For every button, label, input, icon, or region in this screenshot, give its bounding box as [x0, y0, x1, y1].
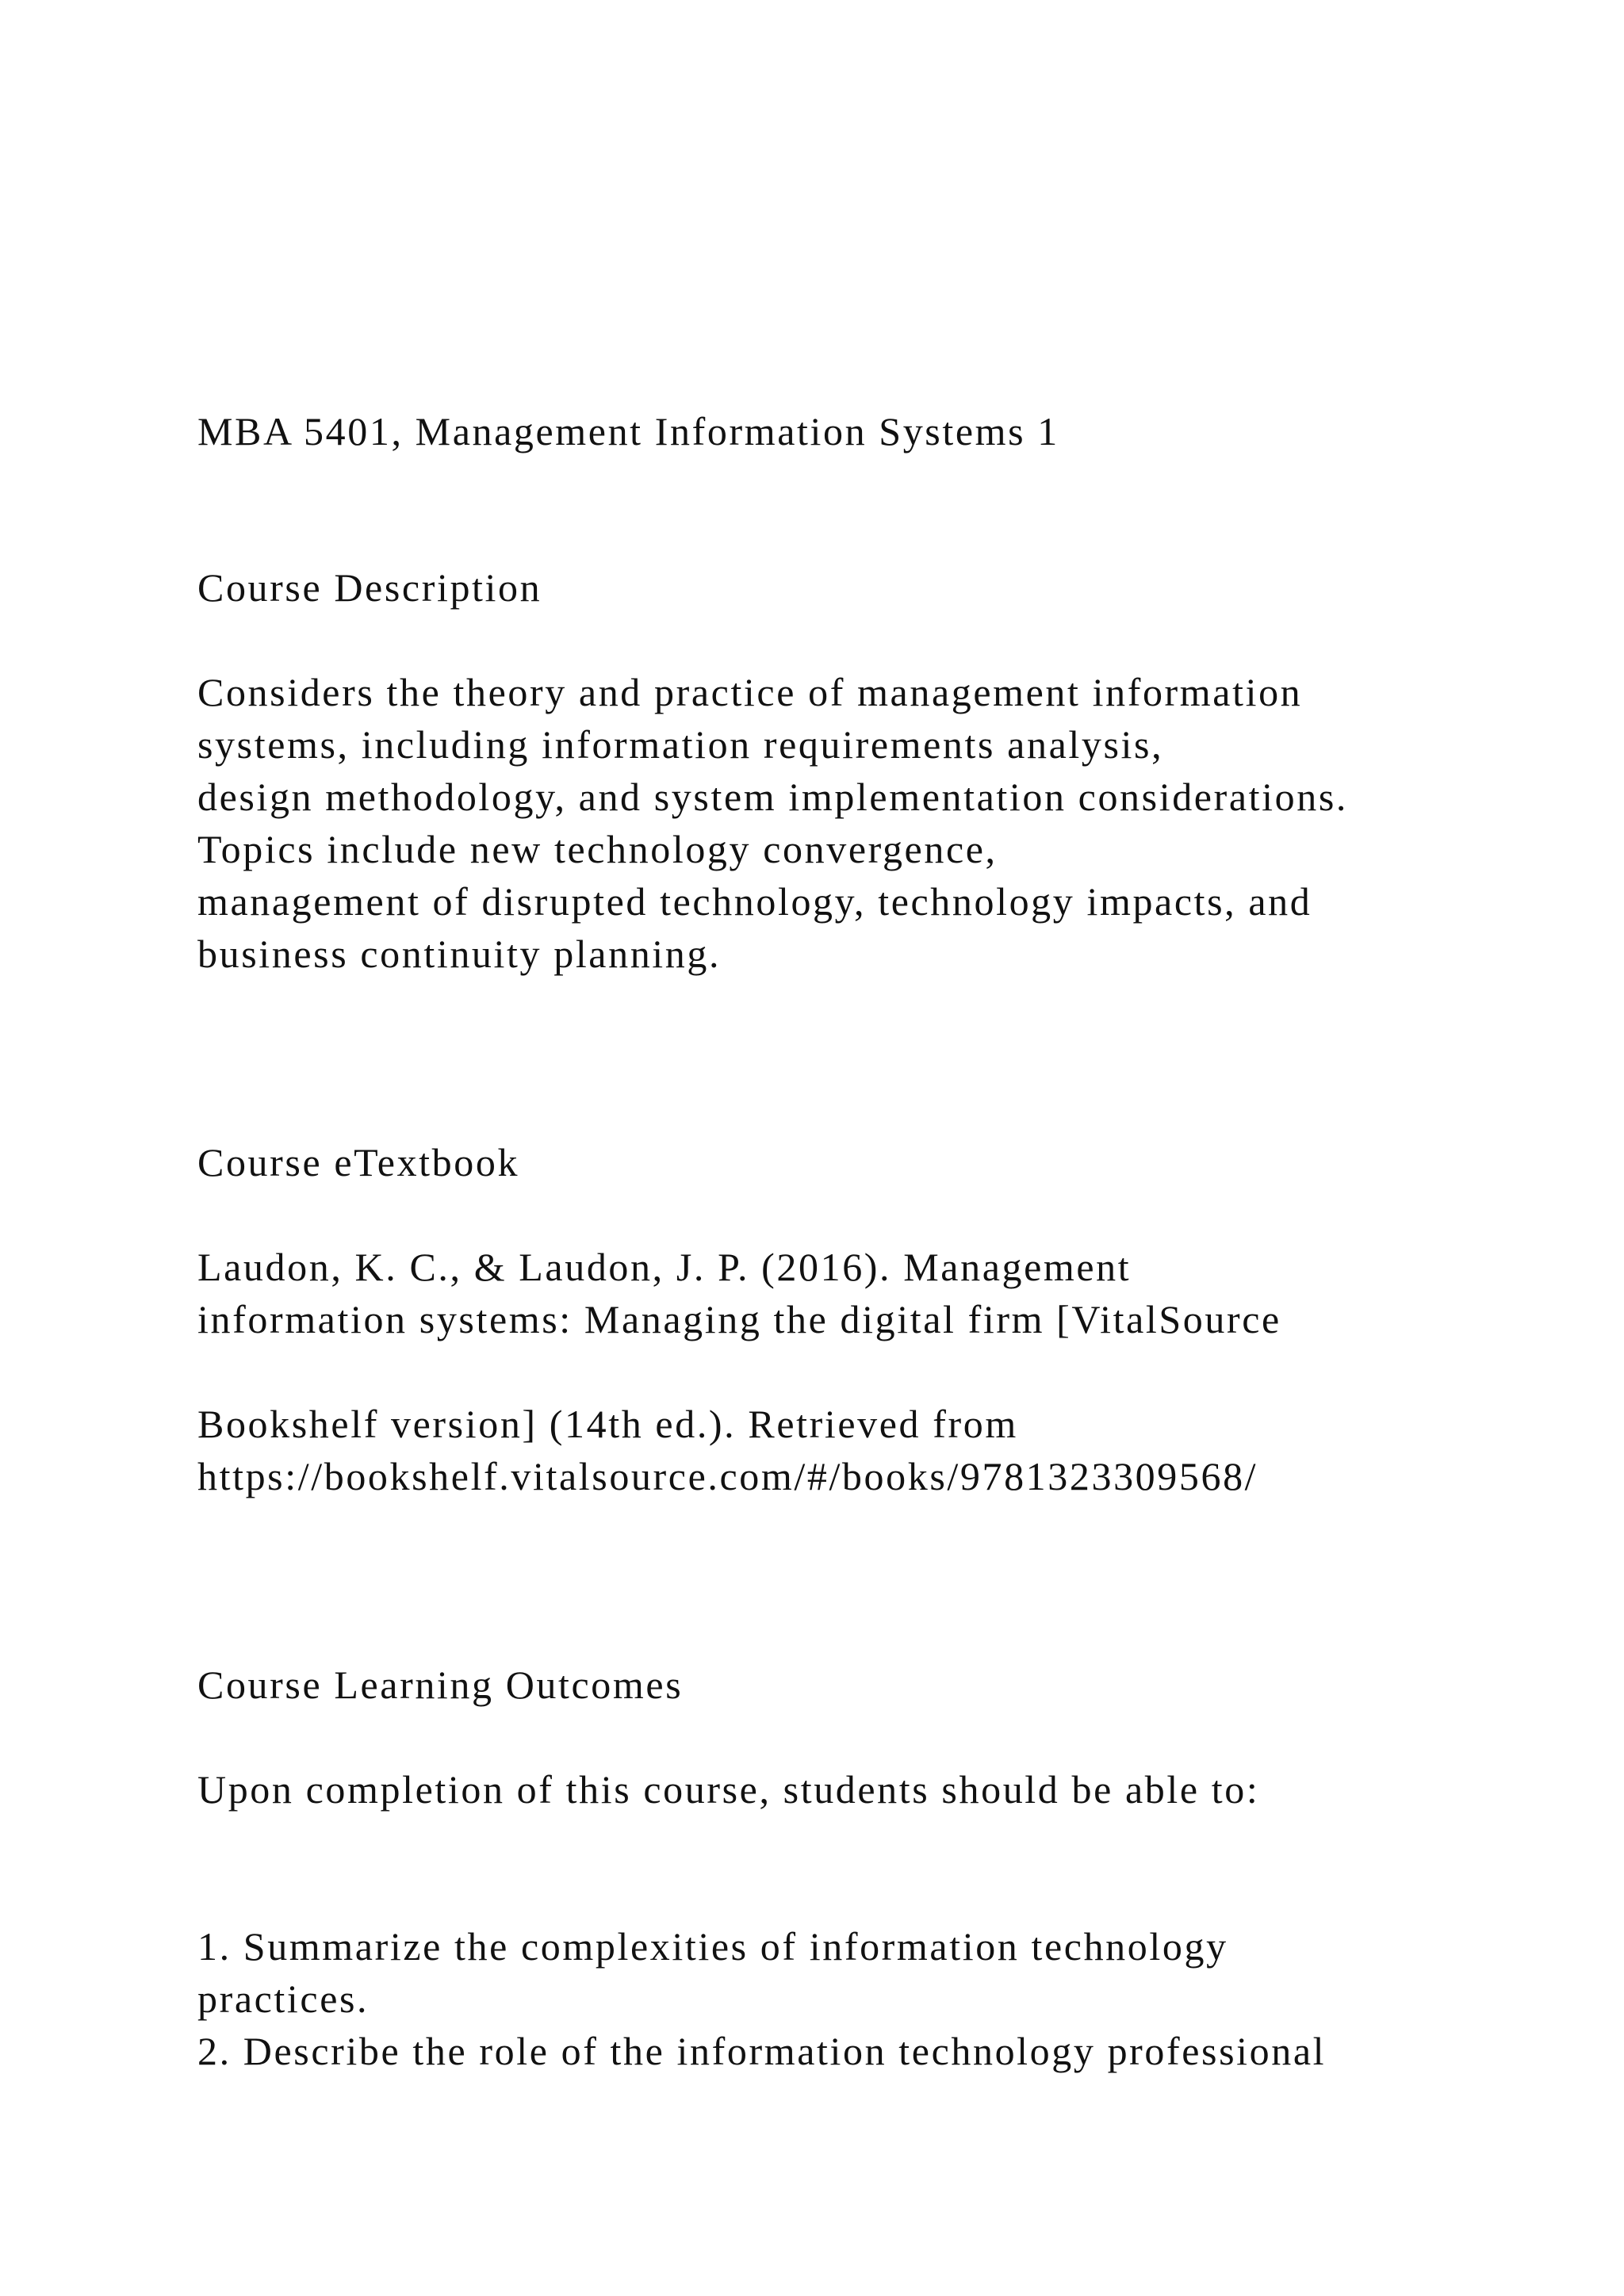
course-description-line: design methodology, and system implementation considerations. — [197, 775, 1348, 819]
learning-outcome-item: 1. Summarize the complexities of information technology — [197, 1924, 1228, 1969]
document-title: MBA 5401, Management Information Systems 1 — [197, 409, 1059, 453]
learning-outcomes-heading: Course Learning Outcomes — [197, 1663, 684, 1707]
etextbook-citation-line: information systems: Managing the digital firm [VitalSource — [197, 1297, 1281, 1341]
course-description-line: management of disrupted technology, technology impacts, and — [197, 879, 1312, 924]
course-etextbook-heading: Course eTextbook — [197, 1140, 520, 1184]
learning-outcome-item: 2. Describe the role of the information technology professional — [197, 2029, 1327, 2073]
etextbook-citation-line: Bookshelf version] (14th ed.). Retrieved from — [197, 1402, 1018, 1446]
course-description-line: Topics include new technology convergence, — [197, 827, 998, 871]
etextbook-url: https://bookshelf.vitalsource.com/#/books/9781323309568/ — [197, 1454, 1258, 1498]
course-description-heading: Course Description — [197, 565, 542, 610]
course-description-line: business continuity planning. — [197, 932, 722, 976]
course-description-line: Considers the theory and practice of management information — [197, 670, 1303, 714]
learning-outcome-item: practices. — [197, 1976, 370, 2021]
learning-outcomes-intro: Upon completion of this course, students should be able to: — [197, 1767, 1260, 1812]
etextbook-citation-line: Laudon, K. C., & Laudon, J. P. (2016). Management — [197, 1245, 1132, 1289]
course-description-line: systems, including information requirements analysis, — [197, 722, 1164, 767]
